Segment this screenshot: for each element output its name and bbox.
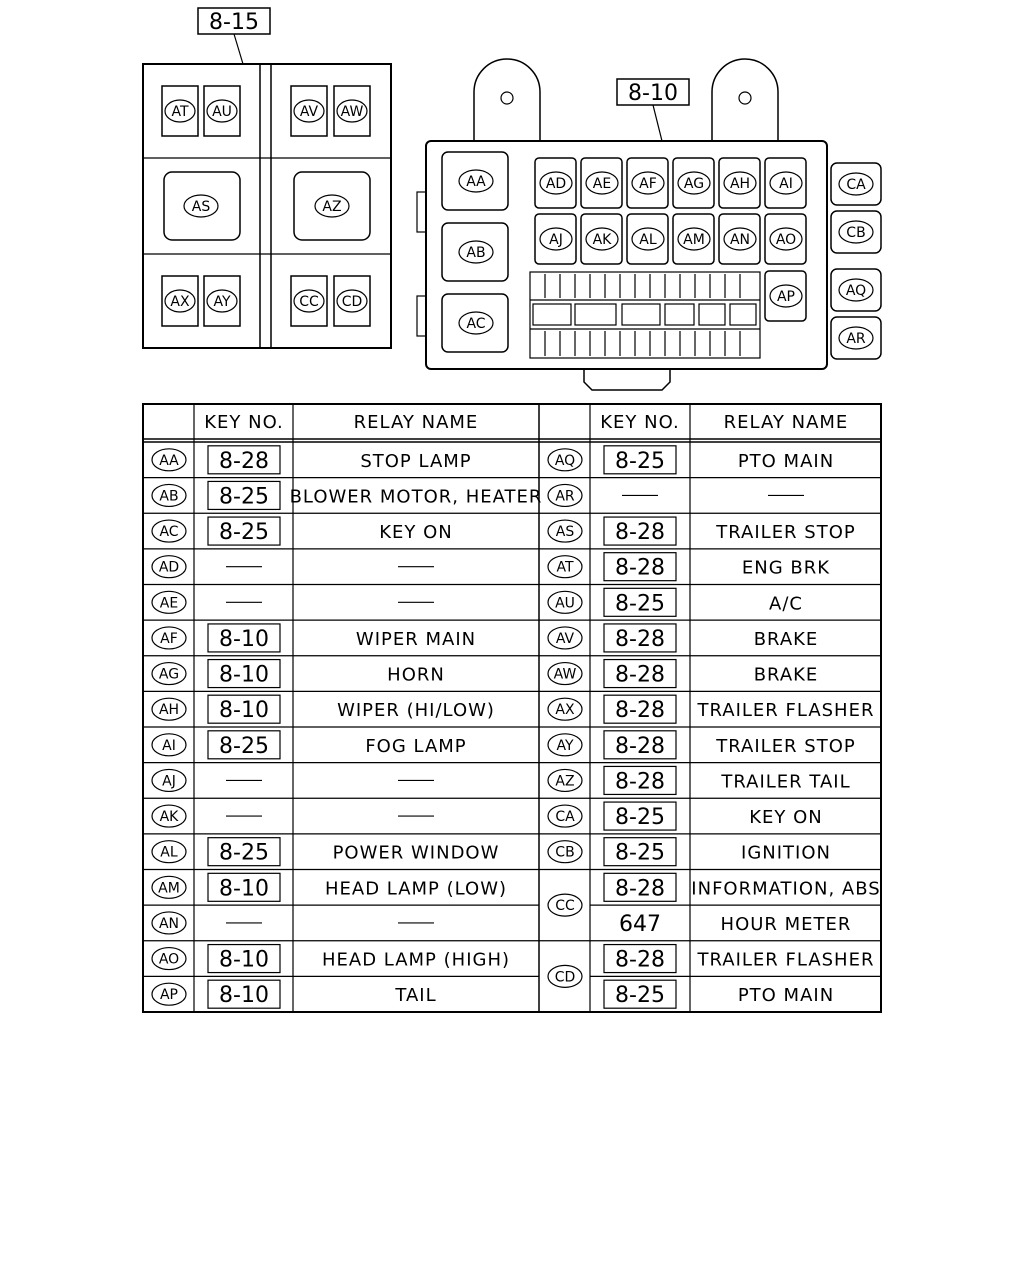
svg-text:AW: AW bbox=[340, 104, 364, 120]
key-no-right-9 bbox=[604, 766, 676, 794]
relay-tag-AE bbox=[586, 172, 618, 194]
svg-text:CD: CD bbox=[341, 294, 363, 310]
svg-text:AK: AK bbox=[592, 232, 612, 248]
svg-text:8-28: 8-28 bbox=[615, 876, 665, 902]
svg-text:AJ: AJ bbox=[549, 232, 563, 248]
relay-code-AC bbox=[152, 520, 186, 542]
svg-text:8-10: 8-10 bbox=[219, 983, 269, 1009]
key-no-right-3 bbox=[604, 553, 676, 581]
svg-text:8-28: 8-28 bbox=[615, 520, 665, 546]
key-no-right-10 bbox=[604, 802, 676, 830]
svg-text:8-25: 8-25 bbox=[219, 484, 269, 510]
ref-label-right: 8-10 bbox=[628, 81, 678, 106]
relay-code-AD bbox=[152, 556, 186, 578]
relay-tag-AV bbox=[294, 100, 324, 122]
svg-text:8-28: 8-28 bbox=[615, 947, 665, 973]
svg-text:KEY ON: KEY ON bbox=[379, 522, 453, 544]
svg-text:AL: AL bbox=[639, 232, 657, 248]
header-relay-name-right: RELAY NAME bbox=[723, 412, 849, 433]
svg-text:AH: AH bbox=[158, 702, 180, 719]
relay-name-right-7 bbox=[697, 700, 875, 721]
relay-tag-AF bbox=[632, 172, 664, 194]
svg-text:AP: AP bbox=[159, 987, 179, 1004]
svg-text:8-10: 8-10 bbox=[219, 876, 269, 902]
table-rows bbox=[143, 446, 881, 1008]
relay-tag-AU bbox=[207, 100, 237, 122]
key-no-AL bbox=[208, 838, 280, 866]
svg-text:AA: AA bbox=[466, 174, 486, 190]
key-no-right-4 bbox=[604, 588, 676, 616]
svg-text:HEAD LAMP (LOW): HEAD LAMP (LOW) bbox=[324, 878, 508, 900]
relay-name-AB bbox=[290, 486, 543, 507]
svg-text:HORN: HORN bbox=[387, 664, 445, 686]
relay-table bbox=[143, 404, 881, 1012]
relay-name-right-8 bbox=[715, 736, 855, 757]
relay-name-AH bbox=[337, 700, 495, 721]
svg-text:AO: AO bbox=[158, 951, 180, 968]
relay-code-AN bbox=[152, 912, 186, 934]
relay-code-AY bbox=[548, 734, 582, 756]
relay-code-AJ bbox=[152, 769, 186, 791]
relay-code-AU bbox=[548, 591, 582, 613]
svg-text:AC: AC bbox=[466, 316, 486, 332]
relay-name-AA bbox=[360, 451, 471, 472]
key-no-AF bbox=[208, 624, 280, 652]
key-no-AG bbox=[208, 660, 280, 688]
relay-name-right-6 bbox=[754, 665, 819, 686]
relay-code-CD bbox=[548, 965, 582, 987]
header-key-no-left: KEY NO. bbox=[204, 412, 284, 433]
relay-tag-AG bbox=[678, 172, 710, 194]
svg-text:AE: AE bbox=[159, 595, 179, 612]
svg-text:8-25: 8-25 bbox=[615, 805, 665, 831]
svg-text:KEY ON: KEY ON bbox=[749, 807, 823, 829]
svg-text:AB: AB bbox=[466, 245, 486, 261]
svg-text:FOG LAMP: FOG LAMP bbox=[365, 735, 467, 757]
svg-text:AD: AD bbox=[158, 559, 180, 576]
relay-name-right-11 bbox=[741, 843, 831, 864]
key-no-AB bbox=[208, 481, 280, 509]
relay-tag-AT bbox=[165, 100, 195, 122]
svg-text:INFORMATION, ABS: INFORMATION, ABS bbox=[691, 878, 881, 900]
svg-text:8-10: 8-10 bbox=[219, 947, 269, 973]
relay-code-AE bbox=[152, 591, 186, 613]
svg-text:AC: AC bbox=[159, 524, 179, 541]
svg-text:AY: AY bbox=[556, 737, 574, 754]
svg-text:AX: AX bbox=[170, 294, 190, 310]
svg-text:A/C: A/C bbox=[769, 593, 803, 615]
svg-text:8-10: 8-10 bbox=[219, 626, 269, 652]
svg-text:8-28: 8-28 bbox=[615, 733, 665, 759]
relay-name-AO bbox=[322, 950, 510, 971]
relay-name-right-2 bbox=[715, 522, 855, 543]
svg-text:AR: AR bbox=[555, 488, 575, 505]
svg-text:AP: AP bbox=[776, 289, 796, 305]
relay-tag-AK bbox=[586, 228, 618, 250]
svg-text:AL: AL bbox=[160, 844, 178, 861]
right-relay-block bbox=[417, 59, 881, 390]
relay-name-AF bbox=[356, 629, 476, 650]
relay-code-AZ bbox=[548, 769, 582, 791]
relay-code-CA bbox=[548, 805, 582, 827]
svg-text:8-25: 8-25 bbox=[219, 733, 269, 759]
svg-text:AS: AS bbox=[555, 524, 575, 541]
relay-code-AI bbox=[152, 734, 186, 756]
svg-text:AD: AD bbox=[545, 176, 567, 192]
left-relay-block bbox=[143, 8, 391, 348]
svg-text:AO: AO bbox=[775, 232, 797, 248]
relay-tag-AD bbox=[540, 172, 572, 194]
key-no-right-11 bbox=[604, 838, 676, 866]
relay-tag-AB bbox=[459, 241, 493, 263]
svg-text:AR: AR bbox=[846, 331, 866, 347]
relay-code-AF bbox=[152, 627, 186, 649]
relay-name-right-13 bbox=[721, 914, 852, 935]
relay-tag-AJ bbox=[540, 228, 572, 250]
svg-text:AA: AA bbox=[159, 452, 179, 469]
relay-tag-AQ bbox=[839, 279, 873, 301]
relay-tag-AI bbox=[770, 172, 802, 194]
svg-text:AQ: AQ bbox=[554, 452, 576, 469]
relay-name-AC bbox=[379, 522, 453, 543]
relay-tag-AC bbox=[459, 312, 493, 334]
svg-text:AS: AS bbox=[191, 199, 211, 215]
svg-text:8-10: 8-10 bbox=[219, 698, 269, 724]
svg-text:8-25: 8-25 bbox=[615, 591, 665, 617]
svg-text:8-28: 8-28 bbox=[615, 662, 665, 688]
ref-label-left: 8-15 bbox=[209, 10, 259, 35]
svg-text:WIPER (HI/LOW): WIPER (HI/LOW) bbox=[337, 700, 495, 722]
svg-text:8-28: 8-28 bbox=[615, 555, 665, 581]
relay-code-CB bbox=[548, 841, 582, 863]
relay-tag-AR bbox=[839, 327, 873, 349]
svg-text:AM: AM bbox=[683, 232, 705, 248]
svg-text:8-28: 8-28 bbox=[615, 626, 665, 652]
relay-tag-AN bbox=[724, 228, 756, 250]
svg-text:CB: CB bbox=[555, 844, 575, 861]
svg-text:PTO MAIN: PTO MAIN bbox=[737, 985, 835, 1007]
relay-code-AH bbox=[152, 698, 186, 720]
svg-text:8-25: 8-25 bbox=[615, 983, 665, 1009]
svg-text:CB: CB bbox=[846, 225, 866, 241]
svg-text:AX: AX bbox=[555, 702, 575, 719]
svg-text:TRAILER STOP: TRAILER STOP bbox=[716, 522, 856, 544]
relay-name-right-3 bbox=[742, 558, 830, 579]
relay-tag-AX bbox=[165, 290, 195, 312]
key-no-right-6 bbox=[604, 660, 676, 688]
svg-text:WIPER MAIN: WIPER MAIN bbox=[355, 628, 477, 650]
svg-text:TRAILER FLASHER: TRAILER FLASHER bbox=[697, 949, 875, 971]
svg-text:AT: AT bbox=[556, 559, 574, 576]
relay-tag-AA bbox=[459, 170, 493, 192]
key-no-right-12 bbox=[604, 873, 676, 901]
svg-text:AZ: AZ bbox=[555, 773, 575, 790]
relay-code-AG bbox=[152, 663, 186, 685]
key-no-AP bbox=[208, 980, 280, 1008]
svg-text:AY: AY bbox=[213, 294, 231, 310]
relay-code-AK bbox=[152, 805, 186, 827]
relay-code-AR bbox=[548, 484, 582, 506]
svg-text:8-25: 8-25 bbox=[219, 840, 269, 866]
svg-text:AZ: AZ bbox=[322, 199, 342, 215]
svg-text:647: 647 bbox=[619, 911, 661, 937]
svg-text:AN: AN bbox=[729, 232, 751, 248]
svg-text:8-25: 8-25 bbox=[615, 448, 665, 474]
svg-text:AG: AG bbox=[158, 666, 180, 683]
svg-text:PTO MAIN: PTO MAIN bbox=[737, 450, 835, 472]
svg-text:AU: AU bbox=[555, 595, 575, 612]
key-no-AM bbox=[208, 873, 280, 901]
relay-code-AX bbox=[548, 698, 582, 720]
relay-name-AM bbox=[325, 878, 507, 899]
key-no-right-15 bbox=[604, 980, 676, 1008]
key-no-AC bbox=[208, 517, 280, 545]
relay-name-AI bbox=[365, 736, 466, 757]
svg-text:AT: AT bbox=[171, 104, 189, 120]
relay-name-right-15 bbox=[738, 985, 834, 1006]
svg-text:HEAD LAMP (HIGH): HEAD LAMP (HIGH) bbox=[321, 949, 511, 971]
relay-name-AP bbox=[394, 985, 436, 1006]
svg-text:BRAKE: BRAKE bbox=[753, 628, 819, 650]
svg-text:8-28: 8-28 bbox=[615, 769, 665, 795]
svg-text:AW: AW bbox=[553, 666, 577, 683]
svg-text:AF: AF bbox=[639, 176, 657, 192]
key-no-right-5 bbox=[604, 624, 676, 652]
svg-text:AH: AH bbox=[729, 176, 751, 192]
relay-code-AL bbox=[152, 841, 186, 863]
relay-code-AP bbox=[152, 983, 186, 1005]
svg-text:AB: AB bbox=[159, 488, 179, 505]
svg-text:CD: CD bbox=[554, 969, 576, 986]
svg-text:AE: AE bbox=[592, 176, 612, 192]
relay-tag-AO bbox=[770, 228, 802, 250]
svg-text:AK: AK bbox=[159, 809, 179, 826]
relay-code-AQ bbox=[548, 449, 582, 471]
svg-text:AQ: AQ bbox=[845, 283, 867, 299]
svg-text:AV: AV bbox=[555, 630, 575, 647]
key-no-right-8 bbox=[604, 731, 676, 759]
relay-code-CC bbox=[548, 894, 582, 916]
svg-text:8-25: 8-25 bbox=[615, 840, 665, 866]
key-no-right-7 bbox=[604, 695, 676, 723]
relay-name-right-4 bbox=[769, 593, 803, 614]
svg-text:TRAILER STOP: TRAILER STOP bbox=[716, 735, 856, 757]
svg-text:AF: AF bbox=[160, 630, 178, 647]
key-no-AI bbox=[208, 731, 280, 759]
svg-text:AI: AI bbox=[162, 737, 176, 754]
header-key-no-right: KEY NO. bbox=[600, 412, 680, 433]
relay-name-AG bbox=[387, 665, 445, 686]
relay-tag-CB bbox=[839, 221, 873, 243]
relay-tag-AS bbox=[184, 195, 218, 217]
relay-code-AS bbox=[548, 520, 582, 542]
key-no-right-0 bbox=[604, 446, 676, 474]
svg-text:8-25: 8-25 bbox=[219, 520, 269, 546]
svg-text:8-28: 8-28 bbox=[615, 698, 665, 724]
relay-tag-AY bbox=[207, 290, 237, 312]
relay-code-AA bbox=[152, 449, 186, 471]
svg-text:AM: AM bbox=[158, 880, 180, 897]
svg-text:CC: CC bbox=[299, 294, 319, 310]
svg-text:IGNITION: IGNITION bbox=[741, 842, 831, 864]
key-no-right-2 bbox=[604, 517, 676, 545]
key-no-right-14 bbox=[604, 945, 676, 973]
svg-text:POWER WINDOW: POWER WINDOW bbox=[332, 842, 500, 864]
relay-tag-AP bbox=[770, 285, 802, 307]
svg-text:AG: AG bbox=[683, 176, 705, 192]
key-no-AO bbox=[208, 945, 280, 973]
relay-tag-CA bbox=[839, 173, 873, 195]
svg-text:STOP LAMP: STOP LAMP bbox=[360, 450, 472, 472]
svg-text:AN: AN bbox=[158, 915, 180, 932]
relay-code-AO bbox=[152, 948, 186, 970]
svg-text:BLOWER MOTOR, HEATER: BLOWER MOTOR, HEATER bbox=[289, 486, 543, 508]
relay-name-right-14 bbox=[697, 950, 875, 971]
fuse-array bbox=[530, 272, 760, 358]
svg-text:AV: AV bbox=[299, 104, 319, 120]
svg-text:CA: CA bbox=[555, 809, 575, 826]
svg-text:AU: AU bbox=[212, 104, 232, 120]
relay-name-AL bbox=[333, 843, 500, 864]
relay-tag-AW bbox=[337, 100, 367, 122]
relay-code-AT bbox=[548, 556, 582, 578]
relay-tag-AM bbox=[678, 228, 710, 250]
svg-text:8-28: 8-28 bbox=[219, 448, 269, 474]
svg-text:TRAILER FLASHER: TRAILER FLASHER bbox=[697, 700, 875, 722]
key-no-AH bbox=[208, 695, 280, 723]
relay-name-right-12 bbox=[691, 878, 880, 899]
svg-text:HOUR METER: HOUR METER bbox=[720, 913, 852, 935]
relay-code-AM bbox=[152, 876, 186, 898]
svg-text:8-10: 8-10 bbox=[219, 662, 269, 688]
svg-text:CC: CC bbox=[555, 898, 575, 915]
header-relay-name-left: RELAY NAME bbox=[353, 412, 479, 433]
relay-name-right-9 bbox=[720, 771, 850, 792]
svg-text:TAIL: TAIL bbox=[395, 985, 437, 1007]
svg-text:AJ: AJ bbox=[162, 773, 176, 790]
relay-tag-AZ bbox=[315, 195, 349, 217]
relay-tag-AL bbox=[632, 228, 664, 250]
relay-name-right-10 bbox=[749, 807, 823, 828]
key-no-AA bbox=[208, 446, 280, 474]
relay-tag-CD bbox=[337, 290, 367, 312]
svg-text:ENG BRK: ENG BRK bbox=[741, 557, 831, 579]
svg-text:BRAKE: BRAKE bbox=[753, 664, 819, 686]
relay-code-AB bbox=[152, 484, 186, 506]
key-no-right-13 bbox=[619, 912, 661, 937]
relay-code-AW bbox=[548, 663, 582, 685]
svg-text:AI: AI bbox=[779, 176, 793, 192]
relay-name-right-5 bbox=[754, 629, 819, 650]
relay-tag-AH bbox=[724, 172, 756, 194]
relay-code-AV bbox=[548, 627, 582, 649]
svg-text:TRAILER TAIL: TRAILER TAIL bbox=[721, 771, 851, 793]
svg-text:CA: CA bbox=[846, 177, 866, 193]
relay-tag-CC bbox=[294, 290, 324, 312]
relay-name-right-0 bbox=[738, 451, 834, 472]
